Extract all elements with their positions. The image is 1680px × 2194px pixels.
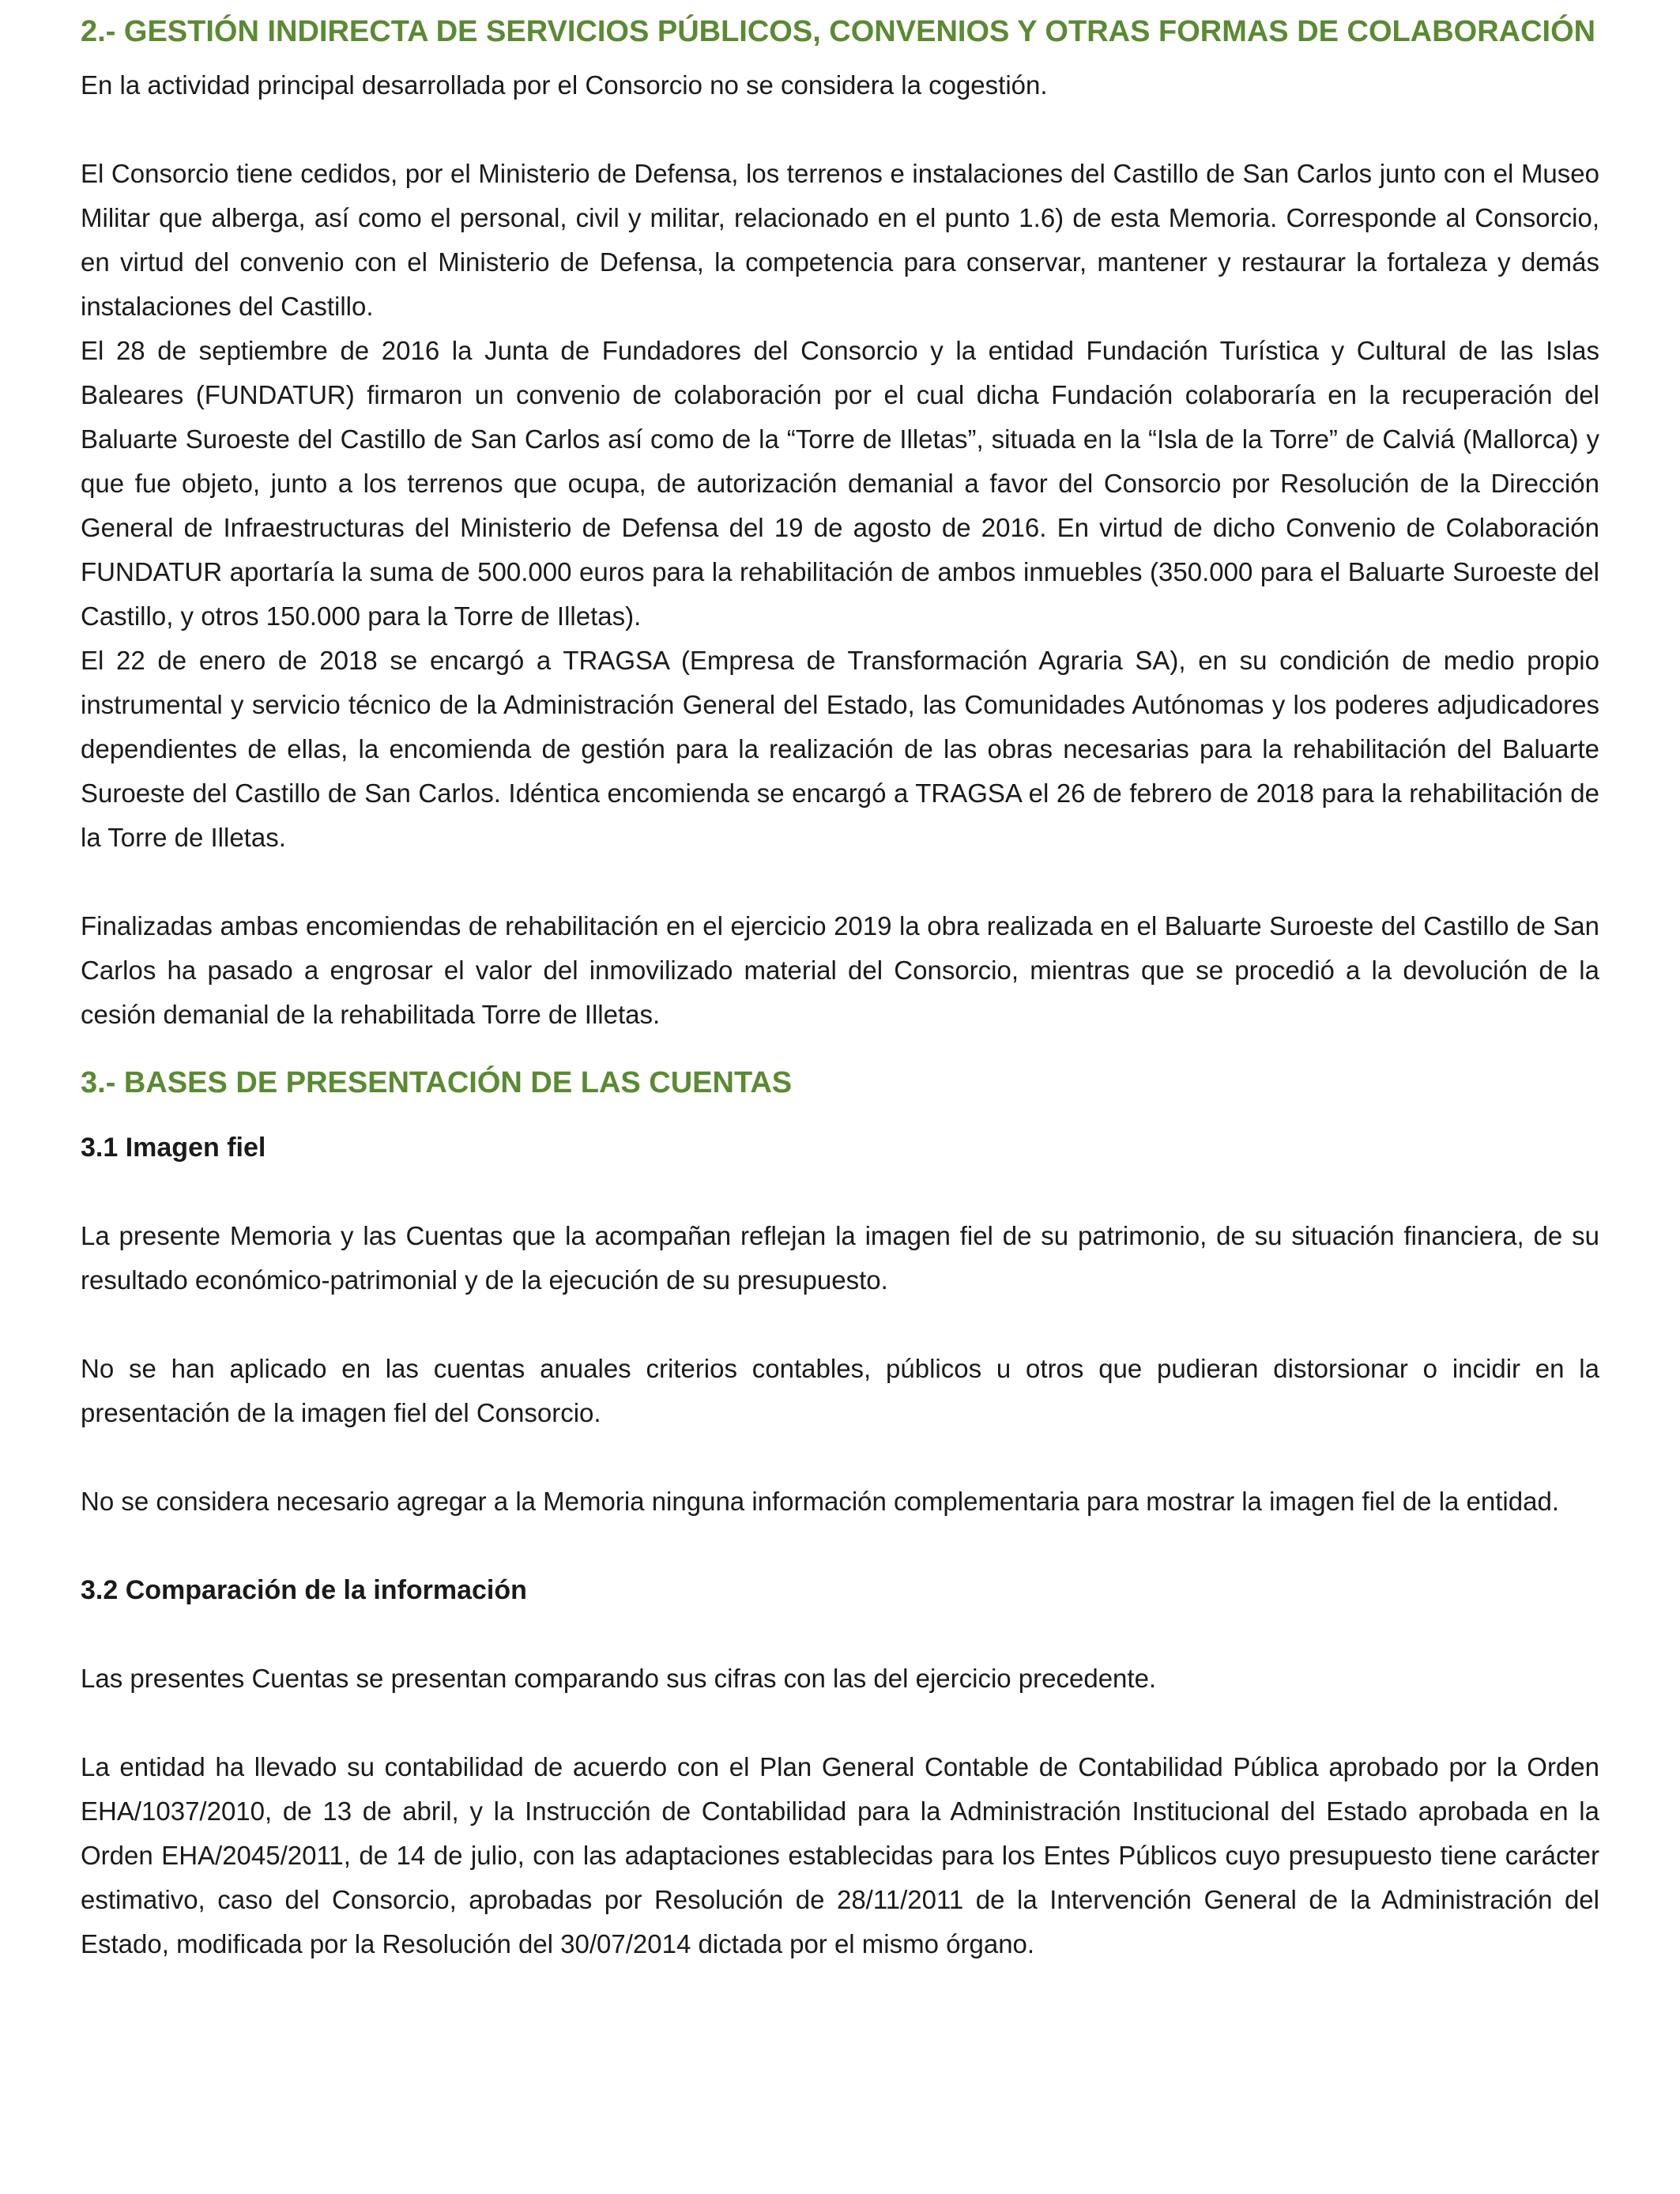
paragraph: El Consorcio tiene cedidos, por el Ministerio de Defensa, los terrenos e instalaciones del Castillo de San Carlos junto con el Museo Militar que alberga, así como el personal, civil y militar, relacionado en el punto 1.6) de esta Memoria. Corresponde al Consorcio, en virtud del convenio con el Ministerio de Defensa, la competencia para conservar, mantener y restaurar la fortaleza y demás instalaciones del Castillo. [81,159,1599,321]
section-3-title: 3.- BASES DE PRESENTACIÓN DE LAS CUENTAS [81,1066,793,1099]
subsection-3-2-title: 3.2 Comparación de la información [81,1575,527,1605]
paragraph: No se han aplicado en las cuentas anuales criterios contables, públicos u otros que pudieran distorsionar o incidir en la presentación de la imagen fiel del Consorcio. [81,1354,1599,1427]
paragraph: Las presentes Cuentas se presentan comparando sus cifras con las del ejercicio precedente. [81,1664,1157,1693]
paragraph: El 22 de enero de 2018 se encargó a TRAGSA (Empresa de Transformación Agraria SA), en su condición de medio propio instrumental y servicio técnico de la Administración General del Estado, las Comunidades Autónomas y los poderes adjudicadores dependientes de ellas, la encomienda de gestión para la realización de las obras necesarias para la rehabilitación del Baluarte Suroeste del Castillo de San Carlos. Idéntica encomienda se encargó a TRAGSA el 26 de febrero de 2018 para la rehabilitación de la Torre de Illetas. [81,646,1599,852]
paragraph: El 28 de septiembre de 2016 la Junta de Fundadores del Consorcio y la entidad Fundación Turística y Cultural de las Islas Baleares (FUNDATUR) firmaron un convenio de colaboración por el cual dicha Fundación colaboraría en la recuperación del Baluarte Suroeste del Castillo de San Carlos así como de la “Torre de Illetas”, situada en la “Isla de la Torre” de Calviá (Mallorca) y que fue objeto, junto a los terrenos que ocupa, de autorización demanial a favor del Consorcio por Resolución de la Dirección General de Infraestructuras del Ministerio de Defensa del 19 de agosto de 2016. En virtud de dicho Convenio de Colaboración FUNDATUR aportaría la suma de 500.000 euros para la rehabilitación de ambos inmuebles (350.000 para el Baluarte Suroeste del Castillo, y otros 150.000 para la Torre de Illetas). [81,336,1599,631]
paragraph: La presente Memoria y las Cuentas que la acompañan reflejan la imagen fiel de su patrimonio, de su situación financiera, de su resultado económico-patrimonial y de la ejecución de su presupuesto. [81,1221,1599,1295]
paragraph: La entidad ha llevado su contabilidad de acuerdo con el Plan General Contable de Contabilidad Pública aprobado por la Orden EHA/1037/2010, de 13 de abril, y la Instrucción de Contabilidad para la Administración Institucional del Estado aprobada en la Orden EHA/2045/2011, de 14 de julio, con las adaptaciones establecidas para los Entes Públicos cuyo presupuesto tiene carácter estimativo, caso del Consorcio, aprobadas por Resolución de 28/11/2011 de la Intervención General de la Administración del Estado, modificada por la Resolución del 30/07/2014 dictada por el mismo órgano. [81,1752,1599,1958]
paragraph: Finalizadas ambas encomiendas de rehabilitación en el ejercicio 2019 la obra realizada en el Baluarte Suroeste del Castillo de San Carlos ha pasado a engrosar el valor del inmovilizado material del Consorcio, mientras que se procedió a la devolución de la cesión demanial de la rehabilitada Torre de Illetas. [81,911,1599,1029]
paragraph: No se considera necesario agregar a la Memoria ninguna información complementaria para mostrar la imagen fiel de la entidad. [81,1487,1559,1516]
subsection-3-1-title: 3.1 Imagen fiel [81,1133,266,1163]
section-2-title: 2.- GESTIÓN INDIRECTA DE SERVICIOS PÚBLICOS, CONVENIOS Y OTRAS FORMAS DE COLABORACIÓN [81,15,1596,48]
document-page [81,0,1599,1966]
paragraph: En la actividad principal desarrollada por el Consorcio no se considera la cogestión. [81,70,1048,100]
